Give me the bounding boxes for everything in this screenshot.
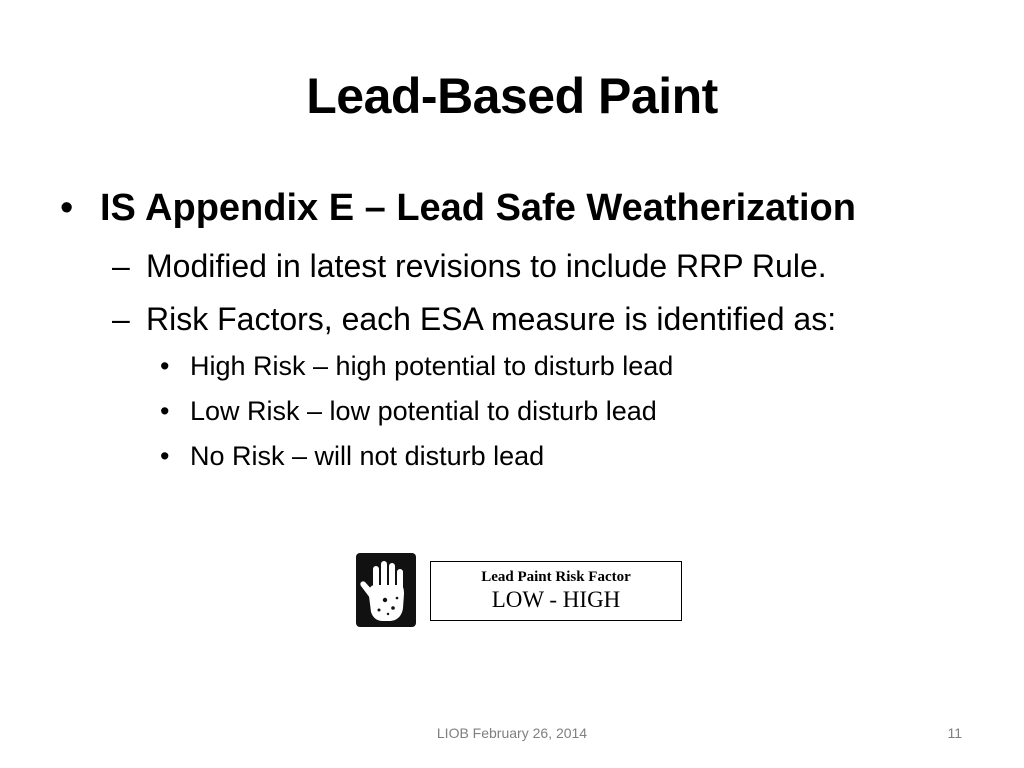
sub-bullet-text: Risk Factors, each ESA measure is identified as:: [146, 301, 837, 337]
dash-marker: –: [112, 301, 130, 337]
risk-factor-caption: Lead Paint Risk Factor: [481, 569, 631, 585]
sub-bullet: [112, 245, 827, 287]
hand-stop-icon: [355, 552, 417, 628]
risk-level-text: High Risk – high potential to disturb lead: [190, 351, 674, 381]
risk-level-text: Low Risk – low potential to disturb lead: [190, 396, 657, 426]
risk-factor-box: [430, 561, 682, 621]
risk-factor-range: LOW - HIGH: [491, 587, 621, 612]
main-bullet-text: IS Appendix E – Lead Safe Weatherization: [100, 187, 856, 229]
dash-marker: –: [112, 248, 130, 284]
bullet-marker: •: [160, 351, 170, 381]
bullet-marker: •: [160, 396, 170, 426]
sub-bullet: [112, 298, 836, 340]
slide-title: Lead-Based Paint: [306, 68, 718, 124]
risk-level-item: [160, 393, 657, 429]
main-bullet: [60, 183, 856, 233]
risk-level-item: [160, 438, 544, 474]
risk-level-item: [160, 348, 673, 384]
sub-bullet-text: Modified in latest revisions to include RRP Rule.: [146, 248, 827, 284]
page-number: 11: [947, 725, 962, 741]
bullet-marker: •: [160, 441, 170, 471]
risk-level-text: No Risk – will not disturb lead: [190, 441, 545, 471]
footer-date: LIOB February 26, 2014: [436, 725, 588, 741]
bullet-marker: •: [60, 187, 74, 229]
